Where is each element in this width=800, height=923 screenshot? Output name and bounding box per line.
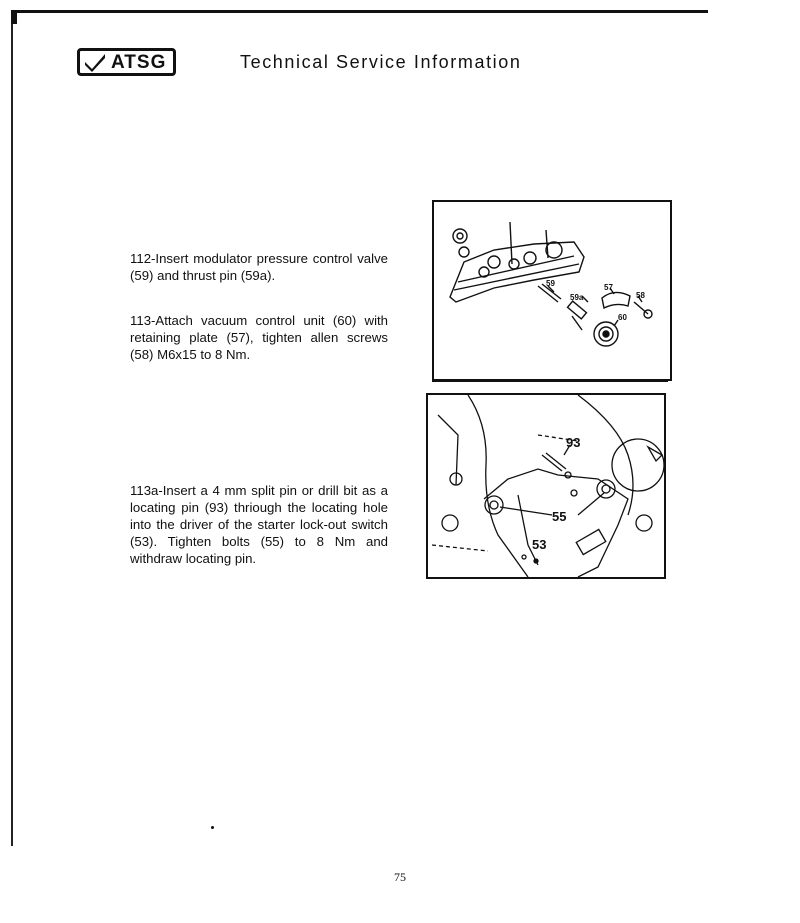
stray-dot	[211, 826, 214, 829]
label-59: 59	[546, 279, 555, 288]
label-59a: 59a	[570, 293, 584, 302]
modulator-diagram-drawing	[434, 202, 670, 379]
figure-underline	[432, 380, 668, 382]
lockout-switch-drawing	[428, 395, 664, 577]
label-93: 93	[566, 435, 581, 450]
checkmark-icon	[83, 52, 107, 72]
page-title: Technical Service Information	[240, 52, 522, 72]
modulator-diagram	[432, 200, 672, 381]
label-57: 57	[604, 283, 613, 292]
label-58: 58	[636, 291, 645, 300]
corner-mark	[11, 10, 17, 24]
lockout-switch-diagram	[426, 393, 666, 579]
label-60: 60	[618, 313, 627, 322]
atsg-logo	[77, 48, 176, 76]
page-number: 75	[394, 870, 406, 884]
label-55: 55	[552, 509, 567, 524]
logo-text: ATSG	[111, 51, 167, 73]
label-53: 53	[532, 537, 547, 552]
left-margin-rule	[11, 10, 13, 846]
step-113a-text: 113a-Insert a 4 mm split pin or drill bit as a locating pin (93) thriough the locating hole into the driver of the starter lock-out switch (53). Tighten bolts (55) to 8 Nm and withdraw locating pin.	[130, 483, 388, 566]
top-rule	[11, 10, 708, 13]
step-113-text: 113-Attach vacuum control unit (60) with retaining plate (57), tighten allen screws (58) M6x15 to 8 Nm.	[130, 313, 388, 362]
step-112-text: 112-Insert modulator pressure control valve (59) and thrust pin (59a).	[130, 251, 388, 283]
